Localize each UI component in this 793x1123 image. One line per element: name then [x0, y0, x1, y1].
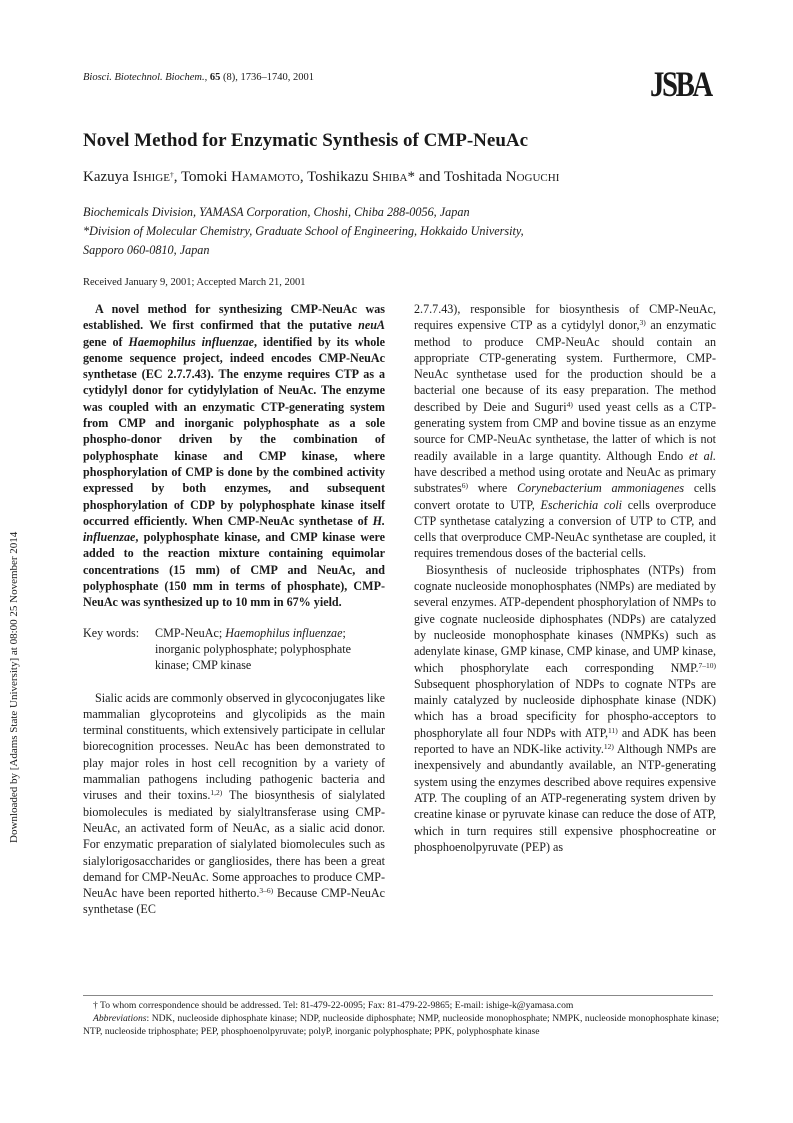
abbreviations-footnote: Abbreviations: NDK, nucleoside diphosphate kinase; NDP, nucleoside diphosphate; NMP, nucleoside monophosphate; NMPK, nucleoside monophosphate kinase; NTP, nucleoside triphosphate; PEP, phosphoenolpyruvate; polyP, inorganic polyphosphate; PPK, polyphosphate kinase: [83, 1013, 719, 1037]
affiliation-2: *Division of Molecular Chemistry, Graduate School of Engineering, Hokkaido University,: [83, 224, 524, 238]
keywords: [83, 625, 385, 674]
journal-name: Biosci. Biotechnol. Biochem.,: [83, 72, 208, 83]
jsba-logo: JSBA: [650, 64, 711, 104]
intro-paragraph-1-cont: 2.7.7.43), responsible for biosynthesis of CMP-NeuAc, requires expensive CTP as a cytidylyl donor,$^{3)}$ an enzymatic method to produce CMP-NeuAc should contain an appropriate CTP-generating system. Furthermore, CMP-NeuAc synthetase used for the production should be a bacterial one because of its easy preparation. The method described by Deie and Suguri$^{4)}$ used yeast cells as a CTP-generating system from CMP and bovine tissue as an enzyme source for CMP-NeuAc synthetase, the latter of which is not readily available in a large quantity. Although Endo et al. have described a method using orotate and NeuAc as primary substrates$^{6)}$ where Corynebacterium ammoniagenes cells convert orotate to UTP, Escherichia coli cells overproduce CTP synthetase catalyzing a conversion of UTP to CTP, and cells that overproduce CMP-NeuAc synthetase are coupled, it requires tremendous doses of the bacterial cells.: [414, 302, 717, 561]
download-watermark: Downloaded by [Adams State University] at 08:00 25 November 2014: [8, 531, 20, 843]
keywords-label: Key words:: [83, 625, 140, 640]
keywords-text: CMP-NeuAc; Haemophilus influenzae; inorganic polyphosphate; polyphosphate kinase; CMP kinase: [155, 625, 351, 673]
intro-paragraph-2: Biosynthesis of nucleoside triphosphates (NTPs) from cognate nucleoside monophosphates (NMPs) are mediated by several enzymes. ATP-dependent phosphorylation of NMPs to give cognate nucleoside diphosphates (NDPs) are catalyzed by nucleoside monophosphate kinases (NMPKs) such as adenylate kinase, GMP kinase, CMP kinase, and UMP kinase, which phosphorylate each corresponding NMP.$^{7-10)}$ Subsequent phosphorylation of NDPs to cognate NTPs are mainly catalyzed by nucleoside diphosphate kinase (NDK) which has a broad specificity for phospho-acceptors to phosphorylate all four NDPs with ATP,$^{11)}$ and ADK has been reported to have an NDK-like activity.$^{12)}$ Although NMPs are inexpensively and abundantly available, an NTP-generating system using the enzymes described above requires expensive ATP. The coupling of an ATP-regenerating system driven by creatine kinase or pyruvate kinase can reduce the dose of ATP, which in turn requires still expensive phosphocreatine or phosphoenolpyruvate (PEP) as: [414, 562, 716, 854]
author-2: Tomoki Hamamoto: [180, 169, 300, 185]
journal-citation: [83, 72, 314, 83]
right-column: [414, 301, 716, 855]
journal-volume: 65: [209, 72, 221, 83]
author-1: Kazuya Ishige†: [83, 169, 174, 185]
received-dates: Received January 9, 2001; Accepted March 21, 2001: [83, 277, 306, 288]
correspondence-footnote: † To whom correspondence should be addressed. Tel: 81-479-22-0095; Fax: 81-479-22-9865; E-mail: ishige-k@yamasa.com: [93, 1000, 574, 1011]
footnote-divider: [83, 995, 713, 996]
affiliation-3: Sapporo 060-0810, Japan: [83, 243, 210, 257]
author-list: Kazuya Ishige†, Tomoki Hamamoto, Toshikazu Shiba* and Toshitada Noguchi: [83, 169, 560, 185]
abstract: A novel method for synthesizing CMP-NeuAc was established. We first confirmed that the putative neuA gene of Haemophilus influenzae, identified by its whole genome sequence project, indeed encodes CMP-NeuAc synthetase (EC 2.7.7.43). The enzyme requires CTP as a cytidylyl donor for cytidylylation of NeuAc. The enzyme was coupled with an enzymatic CTP-generating system from CMP and inorganic polyphosphate as a sole phospho-donor driven by the combination of polyphosphate kinase and CMP kinase, where phosphorylation of CMP is done by the combined activity expressed by both enzymes, and subsequent phosphorylation of CDP by polyphosphate kinase itself occurred efficiently. When CMP-NeuAc synthetase of H. influenzae, polyphosphate kinase, and CMP kinase were added to the reaction mixture containing equimolar concentrations (15 mm) of CMP and NeuAc, and polyphosphate (150 mm in terms of phosphate), CMP-NeuAc was synthesized up to 10 mm in 67% yield.: [83, 302, 385, 610]
left-column: [83, 301, 385, 918]
author-3: Toshikazu Shiba*: [307, 169, 415, 185]
intro-paragraph-1: Sialic acids are commonly observed in glycoconjugates like mammalian glycoproteins and glycolipids as the main terminal constituents, which extensively participate in cellular biorecognition processes. NeuAc has been demonstrated to play major roles in host cell recognition by a variety of mammalian pathogens including pathogenic bacteria and viruses and their toxins.$^{1,2)}$ The biosynthesis of sialylated biomolecules is mediated by sialyltransferase using CMP-NeuAc, an activated form of NeuAc, as a sialic acid donor. For enzymatic preparation of sialylated biomolecules such as sialylorigosaccharides or gangliosides, there has been a great demand for CMP-NeuAc. Some approaches to produce CMP-NeuAc have been reported hitherto.$^{3-6)}$ Because CMP-NeuAc synthetase (EC: [83, 690, 385, 917]
paper-title: Novel Method for Enzymatic Synthesis of CMP-NeuAc: [83, 130, 529, 151]
author-4: Toshitada Noguchi: [443, 169, 560, 185]
affiliation-1: Biochemicals Division, YAMASA Corporation, Choshi, Chiba 288-0056, Japan: [83, 205, 470, 219]
journal-pages: (8), 1736–1740, 2001: [222, 72, 314, 83]
